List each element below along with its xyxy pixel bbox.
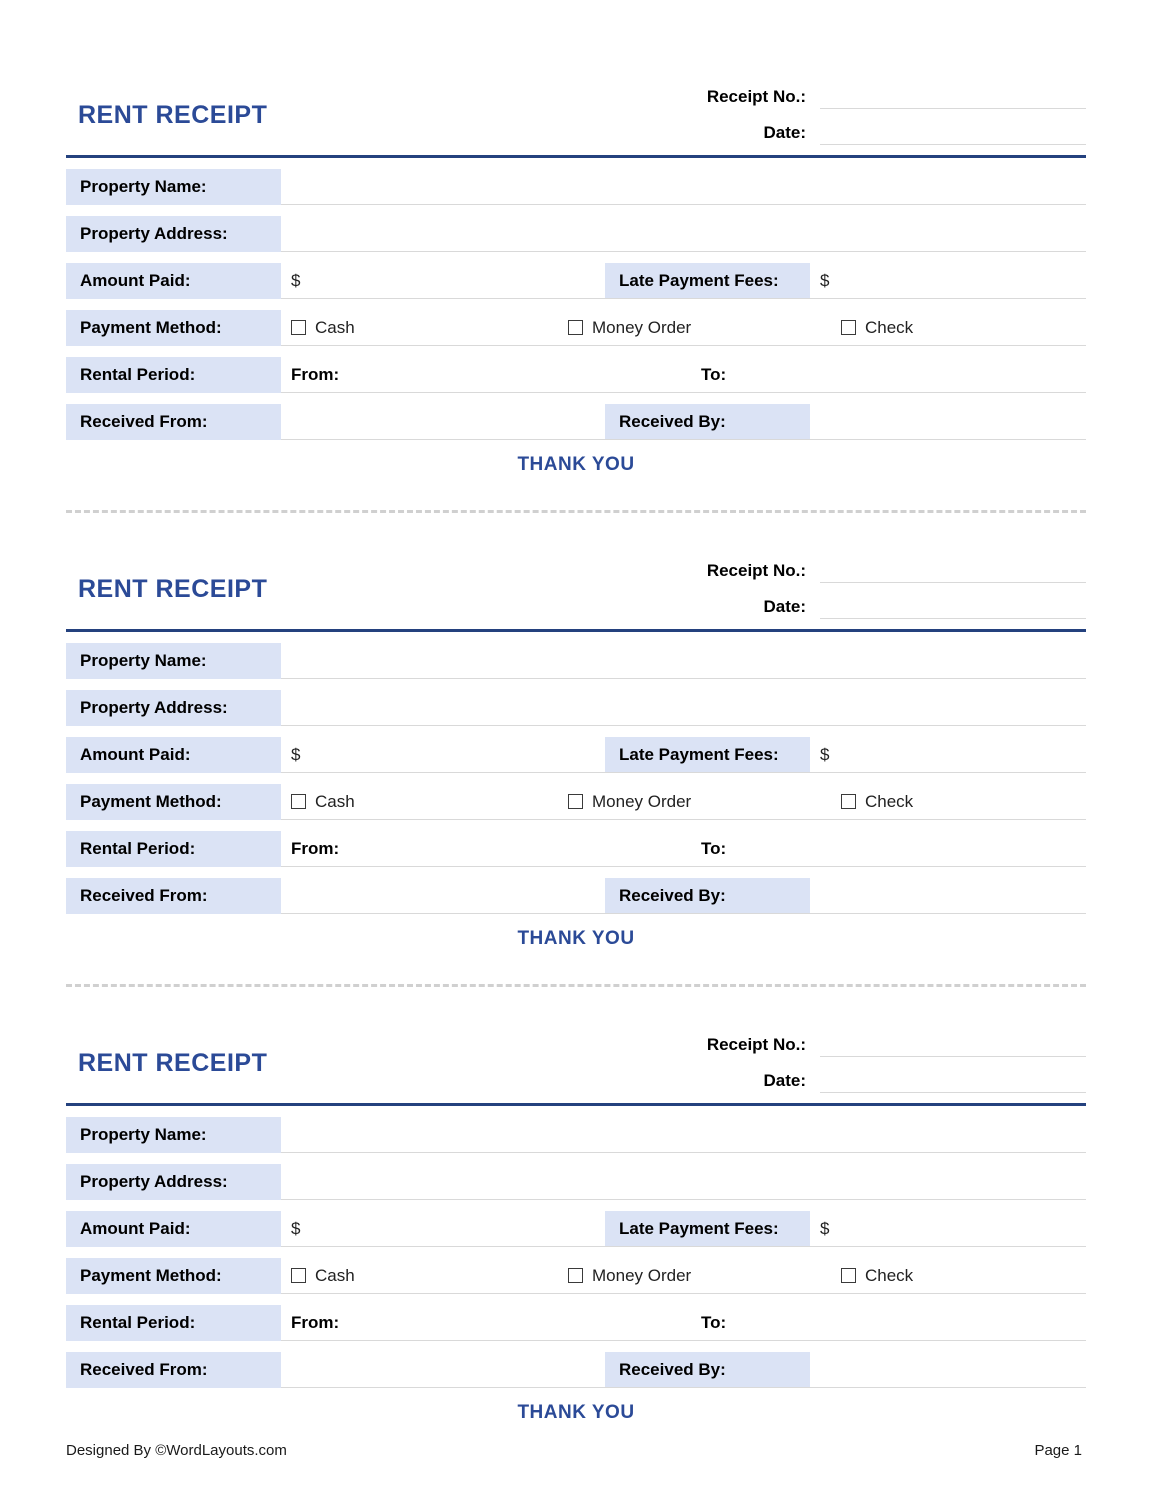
receipt-title: RENT RECEIPT [78, 100, 268, 129]
amount-paid-label: Amount Paid: [66, 737, 281, 773]
property-name-field[interactable] [281, 643, 1086, 679]
cash-checkbox-icon[interactable] [291, 794, 306, 809]
rent-receipt-section [66, 1033, 1086, 1428]
received-from-field[interactable] [281, 878, 605, 913]
thank-you-text: THANK YOU [517, 928, 635, 949]
property-address-label: Property Address: [66, 216, 281, 252]
receipt-no-field[interactable] [820, 1034, 1086, 1057]
amount-paid-row [66, 263, 1086, 299]
rental-period-row [66, 357, 1086, 393]
payment-option-check[interactable] [831, 1266, 1086, 1286]
amount-paid-label: Amount Paid: [66, 1211, 281, 1247]
date-field[interactable] [820, 1070, 1086, 1093]
receipt-no-row [606, 85, 1086, 109]
receipt-header [66, 85, 1086, 158]
property-name-label: Property Name: [66, 1117, 281, 1153]
property-address-row [66, 690, 1086, 726]
rental-from-label: From: [291, 838, 340, 858]
thank-you-text: THANK YOU [517, 454, 635, 475]
received-fields [281, 1352, 1086, 1388]
property-address-row [66, 1164, 1086, 1200]
receipt-header-fields [606, 85, 1086, 145]
rent-receipt-section [66, 85, 1086, 480]
late-payment-fees-currency: $ [820, 270, 830, 290]
footer-page-number: Page 1 [1034, 1442, 1082, 1459]
payment-method-options [281, 1258, 1086, 1294]
received-row [66, 878, 1086, 914]
received-row [66, 1352, 1086, 1388]
receipt-title: RENT RECEIPT [78, 574, 268, 603]
rental-period-label: Rental Period: [66, 831, 281, 867]
check-label: Check [865, 1265, 914, 1285]
rental-period-row [66, 1305, 1086, 1341]
date-row [606, 1069, 1086, 1093]
received-by-field[interactable] [810, 1352, 1086, 1387]
date-row [606, 121, 1086, 145]
rental-period-fields [281, 357, 1086, 393]
received-from-label: Received From: [66, 878, 281, 914]
receipt-no-row [606, 1033, 1086, 1057]
received-from-label: Received From: [66, 1352, 281, 1388]
section-separator [66, 510, 1086, 513]
amount-paid-label: Amount Paid: [66, 263, 281, 299]
property-name-label: Property Name: [66, 169, 281, 205]
receipt-no-field[interactable] [820, 86, 1086, 109]
cash-label: Cash [315, 1265, 355, 1285]
amount-paid-row [66, 737, 1086, 773]
cash-label: Cash [315, 791, 355, 811]
check-label: Check [865, 791, 914, 811]
property-address-label: Property Address: [66, 690, 281, 726]
footer-credit: Designed By ©WordLayouts.com [66, 1442, 287, 1459]
cash-checkbox-icon[interactable] [291, 1268, 306, 1283]
amount-paid-field-wrap [281, 737, 1086, 773]
property-name-field[interactable] [281, 169, 1086, 205]
amount-paid-currency: $ [291, 1218, 301, 1238]
payment-option-check[interactable] [831, 792, 1086, 812]
property-name-label: Property Name: [66, 643, 281, 679]
rental-to-field[interactable] [691, 1313, 1086, 1333]
rental-period-fields [281, 1305, 1086, 1341]
payment-method-row [66, 784, 1086, 820]
amount-paid-field[interactable] [281, 737, 605, 772]
amount-paid-field-wrap [281, 1211, 1086, 1247]
receipt-header-fields [606, 1033, 1086, 1093]
late-payment-fees-label: Late Payment Fees: [605, 737, 810, 772]
receipt-sections [66, 85, 1086, 1428]
payment-method-row [66, 310, 1086, 346]
payment-option-money-order[interactable] [558, 792, 831, 812]
rental-period-label: Rental Period: [66, 1305, 281, 1341]
money-order-label: Money Order [592, 1265, 692, 1285]
received-from-label: Received From: [66, 404, 281, 440]
rental-period-fields [281, 831, 1086, 867]
receipt-no-label: Receipt No.: [706, 87, 806, 106]
rental-period-row [66, 831, 1086, 867]
rental-from-field[interactable] [281, 1313, 691, 1333]
property-address-field[interactable] [281, 1164, 1086, 1200]
rental-to-label: To: [701, 1312, 727, 1332]
receipt-no-label: Receipt No.: [706, 1035, 806, 1054]
rental-from-field[interactable] [281, 365, 691, 385]
rent-receipt-section [66, 559, 1086, 954]
rental-from-label: From: [291, 364, 340, 384]
thank-you-text: THANK YOU [517, 1402, 635, 1423]
payment-method-label: Payment Method: [66, 1258, 281, 1294]
payment-method-row [66, 1258, 1086, 1294]
check-checkbox-icon[interactable] [841, 794, 856, 809]
late-payment-fees-field[interactable] [810, 1211, 1086, 1246]
amount-paid-field[interactable] [281, 1211, 605, 1246]
amount-paid-field-wrap [281, 263, 1086, 299]
receipt-no-field[interactable] [820, 560, 1086, 583]
received-from-field[interactable] [281, 404, 605, 439]
late-payment-fees-field[interactable] [810, 737, 1086, 772]
rental-period-label: Rental Period: [66, 357, 281, 393]
amount-paid-field[interactable] [281, 263, 605, 298]
property-address-field[interactable] [281, 690, 1086, 726]
payment-method-label: Payment Method: [66, 310, 281, 346]
payment-method-label: Payment Method: [66, 784, 281, 820]
payment-method-options [281, 310, 1086, 346]
payment-option-cash[interactable] [281, 318, 558, 338]
payment-option-cash[interactable] [281, 1266, 558, 1286]
section-separator [66, 984, 1086, 987]
property-name-row [66, 1117, 1086, 1153]
property-name-row [66, 169, 1086, 205]
money-order-label: Money Order [592, 317, 692, 337]
received-by-label: Received By: [605, 1352, 810, 1387]
received-by-field[interactable] [810, 878, 1086, 913]
money-order-checkbox-icon[interactable] [568, 794, 583, 809]
rental-from-label: From: [291, 1312, 340, 1332]
property-address-row [66, 216, 1086, 252]
received-by-field[interactable] [810, 404, 1086, 439]
date-label: Date: [763, 597, 806, 616]
received-row [66, 404, 1086, 440]
date-label: Date: [763, 123, 806, 142]
date-field[interactable] [820, 596, 1086, 619]
rental-to-label: To: [701, 838, 727, 858]
check-checkbox-icon[interactable] [841, 1268, 856, 1283]
check-label: Check [865, 317, 914, 337]
receipt-header-fields [606, 559, 1086, 619]
receipt-no-row [606, 559, 1086, 583]
payment-option-cash[interactable] [281, 792, 558, 812]
receipt-header [66, 559, 1086, 632]
property-name-row [66, 643, 1086, 679]
cash-checkbox-icon[interactable] [291, 320, 306, 335]
rental-to-label: To: [701, 364, 727, 384]
date-label: Date: [763, 1071, 806, 1090]
late-payment-fees-field[interactable] [810, 263, 1086, 298]
late-payment-fees-label: Late Payment Fees: [605, 263, 810, 298]
payment-option-money-order[interactable] [558, 318, 831, 338]
payment-option-money-order[interactable] [558, 1266, 831, 1286]
payment-method-options [281, 784, 1086, 820]
received-fields [281, 404, 1086, 440]
late-payment-fees-label: Late Payment Fees: [605, 1211, 810, 1246]
payment-option-check[interactable] [831, 318, 1086, 338]
received-by-label: Received By: [605, 878, 810, 913]
amount-paid-currency: $ [291, 270, 301, 290]
receipt-header [66, 1033, 1086, 1106]
date-field[interactable] [820, 122, 1086, 145]
rental-from-field[interactable] [281, 839, 691, 859]
receipt-title: RENT RECEIPT [78, 1048, 268, 1077]
receipt-no-label: Receipt No.: [706, 561, 806, 580]
rental-to-field[interactable] [691, 365, 1086, 385]
money-order-label: Money Order [592, 791, 692, 811]
property-address-field[interactable] [281, 216, 1086, 252]
amount-paid-row [66, 1211, 1086, 1247]
amount-paid-currency: $ [291, 744, 301, 764]
received-fields [281, 878, 1086, 914]
check-checkbox-icon[interactable] [841, 320, 856, 335]
money-order-checkbox-icon[interactable] [568, 1268, 583, 1283]
rental-to-field[interactable] [691, 839, 1086, 859]
late-payment-fees-currency: $ [820, 1218, 830, 1238]
cash-label: Cash [315, 317, 355, 337]
property-name-field[interactable] [281, 1117, 1086, 1153]
received-from-field[interactable] [281, 1352, 605, 1387]
money-order-checkbox-icon[interactable] [568, 320, 583, 335]
page-footer [66, 1442, 1082, 1459]
property-address-label: Property Address: [66, 1164, 281, 1200]
received-by-label: Received By: [605, 404, 810, 439]
date-row [606, 595, 1086, 619]
late-payment-fees-currency: $ [820, 744, 830, 764]
